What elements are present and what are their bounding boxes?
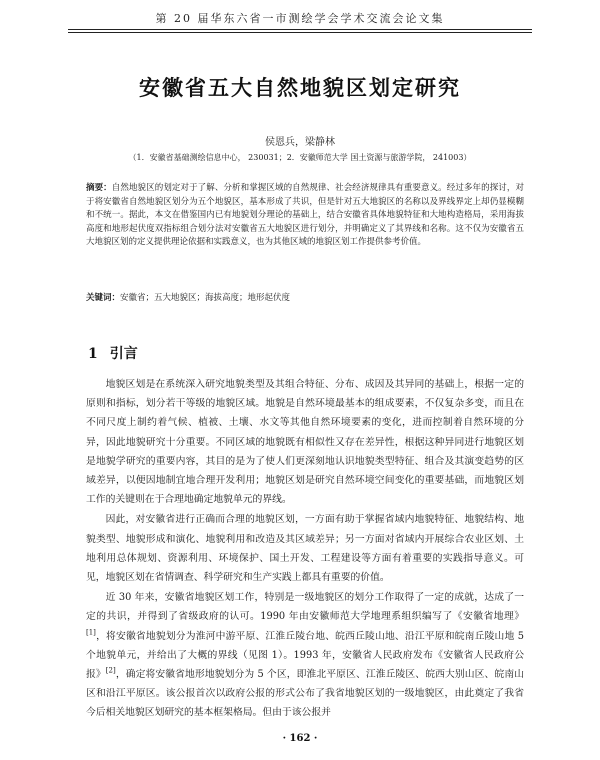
section-title: 引言	[109, 346, 138, 362]
paper-affiliations: （1．安徽省基础测绘信息中心， 230031；2．安徽师范大学 国土资源与旅游学院， 241003）	[128, 153, 472, 162]
body-text	[86, 375, 524, 724]
body-paragraph-2: 因此，对安徽省进行正确而合理的地貌区划，一方面有助于掌握省域内地貌特征、地貌结构、地貌类型、地貌形成和演化、地貌利用和改造及其区域差异；另一方面对省域内开展综合农业区划、土地利用总体规划、资源利用、环境保护、国土开发、工程建设等方面有着重要的实践指导意义。可见，地貌区划在省情调查、科学研究和生产实践上都具有重要的价值。	[86, 514, 524, 584]
paper-title: 安徽省五大自然地貌区划定研究	[139, 75, 461, 100]
paragraph-3-text-b: ，将安徽省地貌划分为淮河中游平原、江淮丘陵台地、皖西丘陵山地、沿江平原和皖南丘陵山地 5 个地貌单元，并给出了大概的界线（见图 1）。1993 年，安徽省人民政府发布《安徽省人民政府公报》	[86, 630, 524, 681]
citation-2: [2]	[105, 666, 116, 675]
header-rule-thin	[68, 32, 532, 33]
abstract	[86, 182, 524, 250]
header-rule-thick	[68, 29, 532, 30]
body-paragraph-1: 地貌区划是在系统深入研究地貌类型及其组合特征、分布、成因及其异同的基础上，根据一定的原则和指标，划分若干等级的地貌区域。地貌是自然环境最基本的组成要素，不仅复杂多变，而且在不同尺度上制约着气候、植被、土壤、水文等其他自然环境要素的变化，进而控制着自然环境的分异，因此地貌研究十分重要。不同区域的地貌既有相似性又存在差异性，根据这种异同进行地貌区划是地貌学研究的重要内容，其目的是为了使人们更深刻地认识地貌类型特征、组合及其演变趋势的区域差异，以便因地制宜地合理开发利用；地貌区划是研究自然环境空间变化的重要基础，而地貌区划工作的关键则在于合理地确定地貌单元的界线。	[86, 379, 524, 506]
paragraph-3-text-a: 近 30 年来，安徽省地貌区划工作，特别是一级地貌区的划分工作取得了一定的成就，达成了一定的共识，并得到了省级政府的认可。1990 年由安徽师范大学地理系组织编写了《安徽省地理》	[86, 592, 524, 623]
running-header: 第 20 届华东六省一市测绘学会学术交流会论文集	[155, 12, 445, 25]
keywords-label: 关键词：	[86, 293, 121, 303]
page-number: · 162 ·	[282, 733, 318, 744]
keywords-text: 安徽省；五大地貌区；海拔高度；地形起伏度	[120, 293, 291, 303]
section-heading	[88, 343, 138, 363]
paper-authors: 侯恩兵，梁静林	[265, 137, 335, 148]
abstract-text: 自然地貌区的划定对于了解、分析和掌握区域的自然规律、社会经济规律具有重要意义。经过多年的探讨，对于将安徽省自然地貌区划分为五个地貌区，基本形成了共识，但是针对五大地貌区的名称以及界线界定上却仍显模糊和不统一。据此，本文在借鉴国内已有地貌划分理论的基础上，结合安徽省具体地貌特征和大地构造格局，采用海拔高度和地形起伏度双指标组合划分法对安徽省五大地貌区进行划分，并明确定义了其界线和名称。这不仅为安徽省五大地貌区划的定义提供理论依据和实践意义，也为其他区域的地貌区划工作提供参考价值。	[86, 183, 524, 248]
paragraph-3-text-c: ，确定将安徽省地形地貌划分为 5 个区，即淮北平原区、江淮丘陵区、皖西大别山区、皖南山区和沿江平原区。该公报首次以政府公报的形式公布了我省地貌区划的一级地貌区，由此奠定了我省今后相关地貌区划研究的基本框架格局。但由于该公报并	[86, 669, 525, 719]
body-paragraph-3	[86, 588, 524, 722]
citation-1: [1]	[86, 628, 96, 637]
abstract-label: 摘要：	[86, 183, 112, 193]
keywords	[86, 292, 524, 305]
section-number: 1	[88, 346, 98, 362]
